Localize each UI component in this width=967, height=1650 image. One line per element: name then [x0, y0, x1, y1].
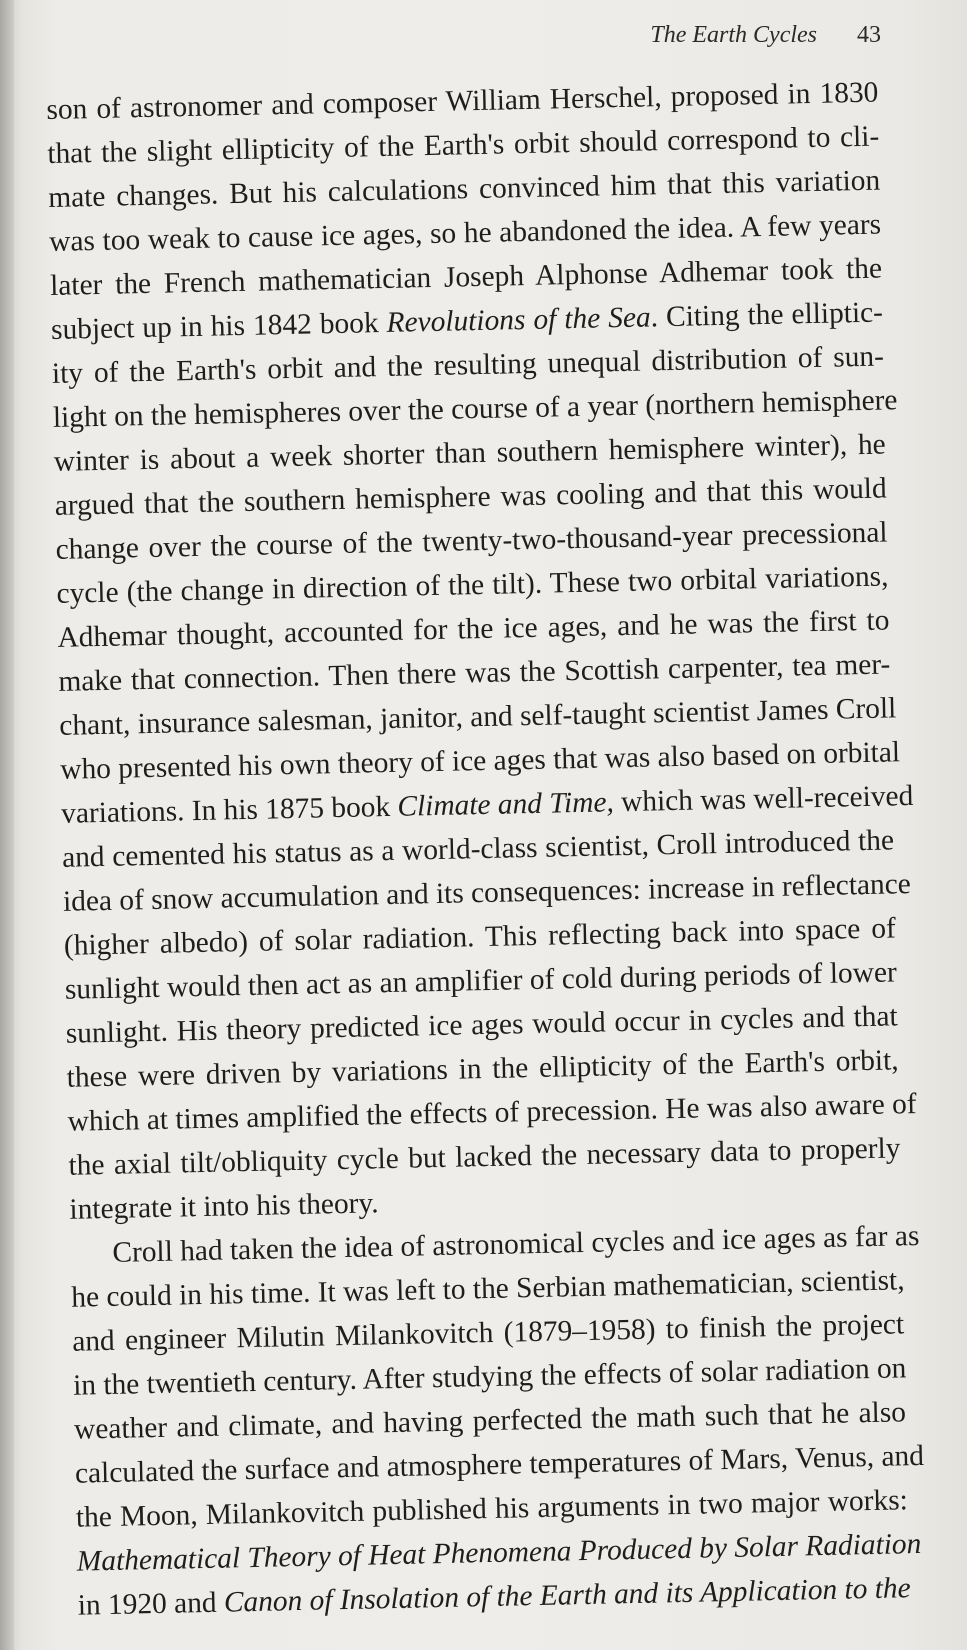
text-fragment: in 1920 and: [77, 1586, 225, 1622]
text-fragment: which was well-received: [613, 779, 914, 819]
text-line: which at times amplified the effects of precession. He was also aware of: [67, 1087, 917, 1138]
text-line: was too weak to cause ice ages, so he abandoned the idea. A few years: [48, 208, 882, 258]
text-line: weather and climate, and having perfected the math such that he also: [73, 1396, 907, 1446]
text-line: the axial tilt/obliquity cycle but lacked the necessary data to properly: [68, 1132, 901, 1182]
text-line: integrate it into his theory.: [69, 1187, 379, 1226]
text-fragment: variations. In his 1875 book: [60, 790, 398, 830]
text-line: Adhemar thought, accounted for the ice ages, and he was the first to: [57, 604, 890, 654]
text-line: who presented his own theory of ice ages that was also based on orbital: [59, 736, 901, 786]
book-gutter: [0, 0, 14, 1650]
text-line: ity of the Earth's orbit and the resulting unequal distribution of sun-: [51, 340, 885, 390]
text-line: and cemented his status as a world-class scientist, Croll introduced the: [61, 824, 895, 874]
text-line: he could in his time. It was left to the Serbian mathematician, scientist,: [71, 1264, 905, 1314]
text-line: (higher albedo) of solar radiation. This reflecting back into space of: [63, 912, 897, 962]
page-number: 43: [857, 22, 881, 48]
text-line: and engineer Milutin Milankovitch (1879–1958) to finish the project: [71, 1308, 905, 1358]
text-line: mate changes. But his calculations convinced him that this variation: [47, 164, 881, 214]
text-line: these were driven by variations in the ellipticity of the Earth's orbit,: [66, 1044, 899, 1094]
text-line: the Moon, Milankovitch published his arguments in two major works:: [75, 1484, 909, 1534]
text-fragment: . Citing the elliptic-: [650, 296, 884, 334]
page-header: [650, 22, 881, 49]
text-line: son of astronomer and composer William Herschel, proposed in 1830: [46, 76, 879, 126]
text-line: calculated the surface and atmosphere temperatures of Mars, Venus, and: [74, 1439, 925, 1490]
text-line: sunlight. His theory predicted ice ages would occur in cycles and that: [65, 1000, 898, 1050]
text-line: idea of snow accumulation and its consequences: increase in reflectance: [62, 868, 912, 918]
text-line: light on the hemispheres over the course of a year (northern hemisphere: [52, 384, 898, 434]
text-line: that the slight ellipticity of the Earth's orbit should correspond to cli-: [47, 120, 880, 170]
text-fragment: subject up in his 1842 book: [50, 306, 387, 346]
book-title: Climate and Time,: [397, 786, 615, 823]
text-line: change over the course of the twenty-two-thousand-year precessional: [55, 516, 888, 566]
text-line: winter is about a week shorter than southern hemisphere winter), he: [53, 428, 886, 478]
text-line: sunlight would then act as an amplifier of cold during periods of lower: [64, 956, 898, 1006]
text-line: in the twentieth century. After studying the effects of solar radiation on: [72, 1352, 907, 1402]
text-line: later the French mathematician Joseph Alphonse Adhemar took the: [49, 252, 883, 302]
text-line: Croll had taken the idea of astronomical cycles and ice ages as far as: [112, 1219, 920, 1269]
text-line: chant, insurance salesman, janitor, and self-taught scientist James Croll: [59, 692, 897, 742]
book-title: Canon of Insolation of the Earth and its Application to the: [223, 1572, 911, 1619]
text-line: cycle (the change in direction of the tilt). These two orbital variations,: [56, 560, 889, 610]
book-title-line: Mathematical Theory of Heat Phenomena Produced by Solar Radiation: [76, 1527, 922, 1578]
text-line: argued that the southern hemisphere was cooling and that this would: [54, 472, 887, 522]
text-line: make that connection. Then there was the Scottish carpenter, tea mer-: [58, 648, 891, 698]
body-text: [46, 71, 925, 1628]
book-title: Revolutions of the Sea: [386, 301, 651, 339]
running-title: The Earth Cycles: [650, 22, 817, 48]
